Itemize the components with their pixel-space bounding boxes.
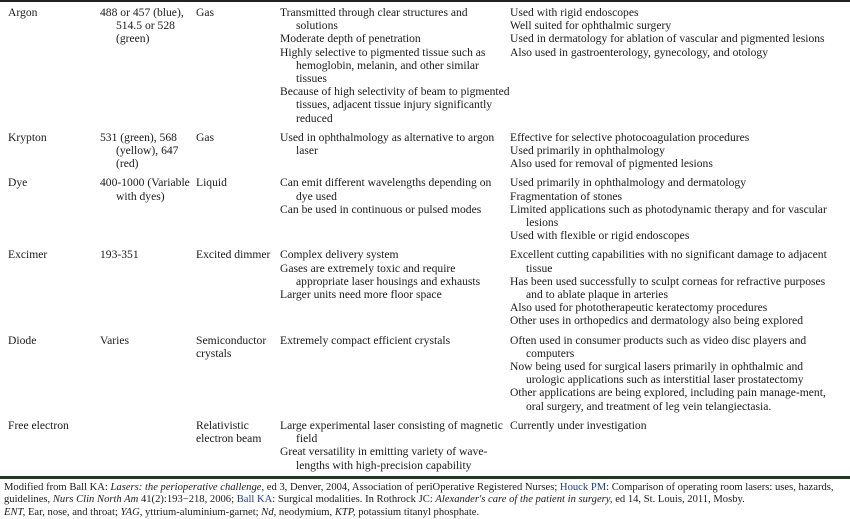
table-footnote (0, 479, 850, 519)
source-citation: Modified from Ball KA: Lasers: the perioperative challenge, ed 3, Denver, 2004, Association of periOperative Registered Nurses; Houck PM: Comparison of operating room lasers: uses, hazards, guidelines, Nurs Clin North Am 41(2):193−218, 2006; Ball KA: Surgical modalities. In Rothrock JC: Alexander's care of the patient in surgery, ed 14, St. Louis, 2011, Mosby. (4, 481, 834, 506)
table-row (0, 127, 850, 173)
uses-cell (510, 127, 850, 173)
use-item: Now being used for surgical lasers primarily in ophthalmic and urologic applications such as interstitial laser prostatectomy (510, 360, 804, 387)
uses-cell (510, 172, 850, 244)
use-item: Currently under investigation (510, 418, 647, 432)
characteristic-item: Can be used in continuous or pulsed modes (280, 202, 482, 216)
characteristic-item: Moderate depth of penetration (280, 32, 421, 46)
medium-cell: Relativistic electron beam (196, 418, 262, 446)
wavelength-text: 400-1000 (Variable with dyes) (100, 176, 190, 203)
wavelength-cell (100, 244, 196, 329)
wavelength-text: 488 or 457 (blue), 514.5 or 528 (green) (100, 6, 184, 46)
wavelength-text: 193-351 (100, 248, 139, 262)
use-item: Also used for removal of pigmented lesions (510, 157, 713, 171)
use-item: Effective for selective photocoagulation procedures (510, 130, 750, 144)
characteristic-item: Gases are extremely toxic and require appropriate laser housings and exhausts (280, 261, 481, 288)
table-row (0, 415, 850, 474)
use-item: Also used in gastroenterology, gynecology, and otology (510, 45, 769, 59)
wavelength-cell (100, 127, 196, 173)
characteristics-cell (280, 415, 510, 474)
use-item: Other applications are being explored, including pain manage-ment, oral surgery, and treatment of leg vein telangiectasia. (510, 386, 826, 413)
table-row (0, 172, 850, 244)
use-item: Excellent cutting capabilities with no significant damage to adjacent tissue (510, 248, 827, 275)
characteristic-item: Because of high selectivity of beam to pigmented tissues, adjacent tissue injury significantly reduced (280, 85, 510, 125)
use-item: Also used for phototherapeutic keratectomy procedures (510, 301, 768, 315)
use-item: Has been used successfully to sculpt corneas for refractive purposes and to ablate plaque in arteries (510, 274, 826, 302)
table-row (0, 244, 850, 329)
use-item: Used in dermatology for ablation of vascular and pigmented lesions (510, 32, 825, 46)
use-item: Fragmentation of stones (510, 189, 623, 203)
table-row (0, 330, 850, 415)
laser-type-cell: Excimer (8, 248, 48, 262)
medium-cell: Liquid (196, 176, 227, 190)
wavelength-cell (100, 330, 196, 415)
characteristics-cell (280, 244, 510, 329)
use-item: Often used in consumer products such as video disc players and computers (510, 333, 807, 360)
abbreviations: ENT, Ear, nose, and throat; YAG, yttrium-aluminium-garnet; Nd, neodymium, KTP, potassium titanyl phosphate. (4, 506, 480, 518)
characteristic-item: Transmitted through clear structures and solutions (280, 6, 468, 33)
wavelength-cell (100, 2, 196, 127)
medium-cell: Gas (196, 6, 215, 19)
use-item: Used with rigid endoscopes (510, 6, 639, 19)
uses-cell (510, 2, 850, 127)
wavelength-cell (100, 415, 196, 474)
characteristic-item: Can emit different wavelengths depending on dye used (280, 176, 492, 203)
uses-cell (510, 244, 850, 329)
laser-type-cell: Argon (8, 6, 38, 19)
characteristics-cell (280, 172, 510, 244)
table-row (0, 2, 850, 127)
medium-cell: Semiconductor crystals (196, 333, 267, 360)
characteristic-item: Great versatility in emitting variety of wave-lengths with high-precision capability (280, 445, 488, 472)
use-item: Limited applications such as photodynamic therapy and for vascular lesions (510, 202, 827, 230)
laser-type-cell: Krypton (8, 130, 47, 144)
uses-cell (510, 330, 850, 415)
characteristic-item: Large experimental laser consisting of magnetic field (280, 418, 503, 446)
wavelength-cell (100, 172, 196, 244)
laser-type-cell: Dye (8, 176, 28, 190)
characteristic-item: Highly selective to pigmented tissue such as hemoglobin, melanin, and other similar tissues (280, 45, 486, 86)
use-item: Used primarily in ophthalmology and dermatology (510, 176, 747, 190)
citation-link-ball[interactable]: Ball KA (236, 494, 273, 506)
use-item: Well suited for ophthalmic surgery (510, 19, 672, 33)
wavelength-text: Varies (100, 333, 129, 347)
medium-cell: Gas (196, 130, 215, 144)
use-item: Used with flexible or rigid endoscopes (510, 229, 690, 243)
characteristics-cell (280, 127, 510, 173)
laser-type-cell: Diode (8, 333, 37, 347)
characteristic-item: Used in ophthalmology as alternative to argon laser (280, 130, 495, 158)
characteristic-item: Larger units need more floor space (280, 288, 442, 302)
wavelength-text: 531 (green), 568 (yellow), 647 (red) (100, 130, 179, 171)
characteristic-item: Complex delivery system (280, 248, 399, 262)
characteristic-item: Extremely compact efficient crystals (280, 333, 451, 347)
laser-types-table (0, 2, 850, 474)
characteristics-cell (280, 330, 510, 415)
medium-cell: Excited dimmer (196, 248, 271, 262)
use-item: Used primarily in ophthalmology (510, 144, 665, 158)
citation-link-houck[interactable]: Houck PM (559, 481, 607, 493)
uses-cell (510, 415, 850, 474)
characteristics-cell (280, 2, 510, 127)
use-item: Other uses in orthopedics and dermatology also being explored (510, 314, 803, 328)
laser-type-cell: Free electron (8, 418, 69, 432)
